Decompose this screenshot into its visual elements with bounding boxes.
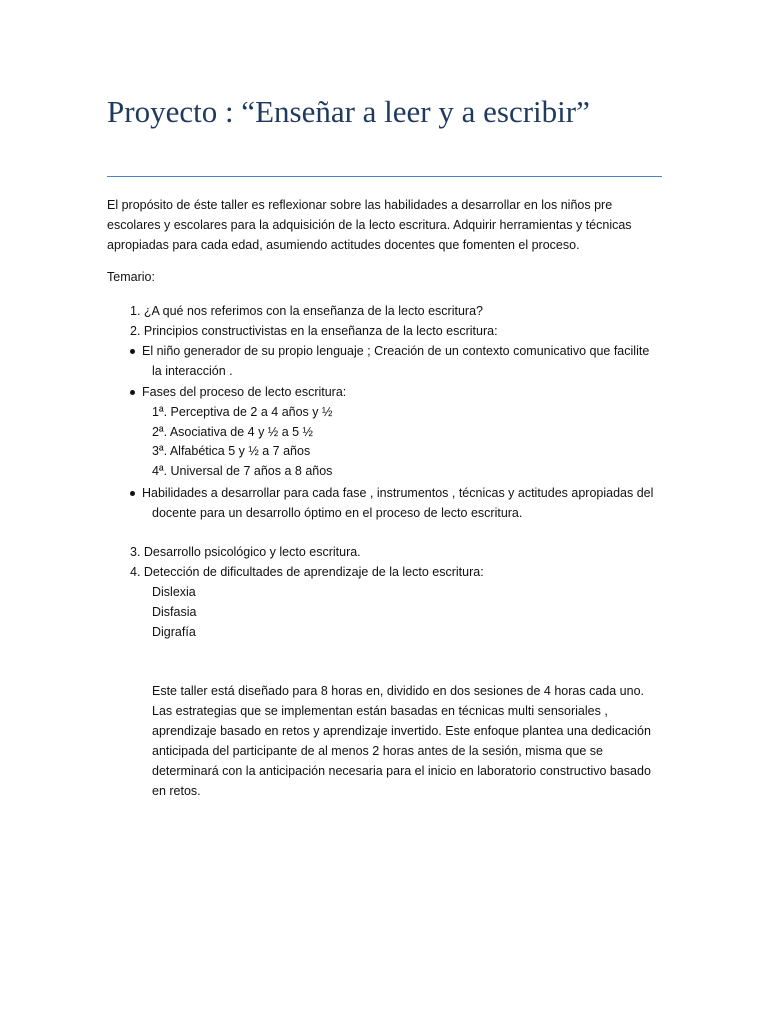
fase-item: 1ª. Perceptiva de 2 a 4 años y ½ <box>152 405 333 419</box>
bullet-1-line-2: la interacción . <box>152 364 233 378</box>
bullet-marker-1 <box>130 349 135 354</box>
document-title: Proyecto : “Enseñar a leer y a escribir” <box>107 94 590 129</box>
temario-label: Temario: <box>107 270 155 284</box>
temario-item-4: 4. Detección de dificultades de aprendizaje de la lecto escritura: <box>130 565 484 579</box>
bullet-2-text: Fases del proceso de lecto escritura: <box>142 385 347 399</box>
fase-item: 4ª. Universal de 7 años a 8 años <box>152 464 333 478</box>
bullet-3-line-2: docente para un desarrollo óptimo en el proceso de lecto escritura. <box>152 506 523 520</box>
temario-item-3: 3. Desarrollo psicológico y lecto escritura. <box>130 545 361 559</box>
bullet-1-line-1: El niño generador de su propio lenguaje ; Creación de un contexto comunicativo que facilite <box>142 344 650 358</box>
temario-item-1: 1. ¿A qué nos referimos con la enseñanza de la lecto escritura? <box>130 304 483 318</box>
temario-item-2: 2. Principios constructivistas en la enseñanza de la lecto escritura: <box>130 324 498 338</box>
closing-paragraph: Este taller está diseñado para 8 horas en, dividido en dos sesiones de 4 horas cada uno. Las estrategias que se implementan están basadas en técnicas multi sensoriales , aprendizaje basado en retos y aprendizaje invertido. Este enfoque plantea una dedicación anticipada del participante de al menos 2 horas antes de la sesión, misma que se determinará con la anticipación necesaria para el inicio en laboratorio constructivo basado en retos. <box>152 684 651 798</box>
dificultad-item: Digrafía <box>152 625 196 639</box>
fase-item: 3ª. Alfabética 5 y ½ a 7 años <box>152 444 311 458</box>
bullet-3-line-1: Habilidades a desarrollar para cada fase , instrumentos , técnicas y actitudes apropiadas del <box>142 486 654 500</box>
bullet-marker-2 <box>130 390 135 395</box>
dificultad-item: Dislexia <box>152 585 196 599</box>
bullet-marker-3 <box>130 491 135 496</box>
fase-item: 2ª. Asociativa de 4 y ½ a 5 ½ <box>152 425 313 439</box>
intro-paragraph: El propósito de éste taller es reflexionar sobre las habilidades a desarrollar en los niños pre escolares y escolares para la adquisición de la lecto escritura. Adquirir herramientas y técnicas apropiadas para cada edad, asumiendo actitudes docentes que fomenten el proceso. <box>107 198 632 252</box>
dificultad-item: Disfasia <box>152 605 197 619</box>
title-divider <box>107 176 662 177</box>
